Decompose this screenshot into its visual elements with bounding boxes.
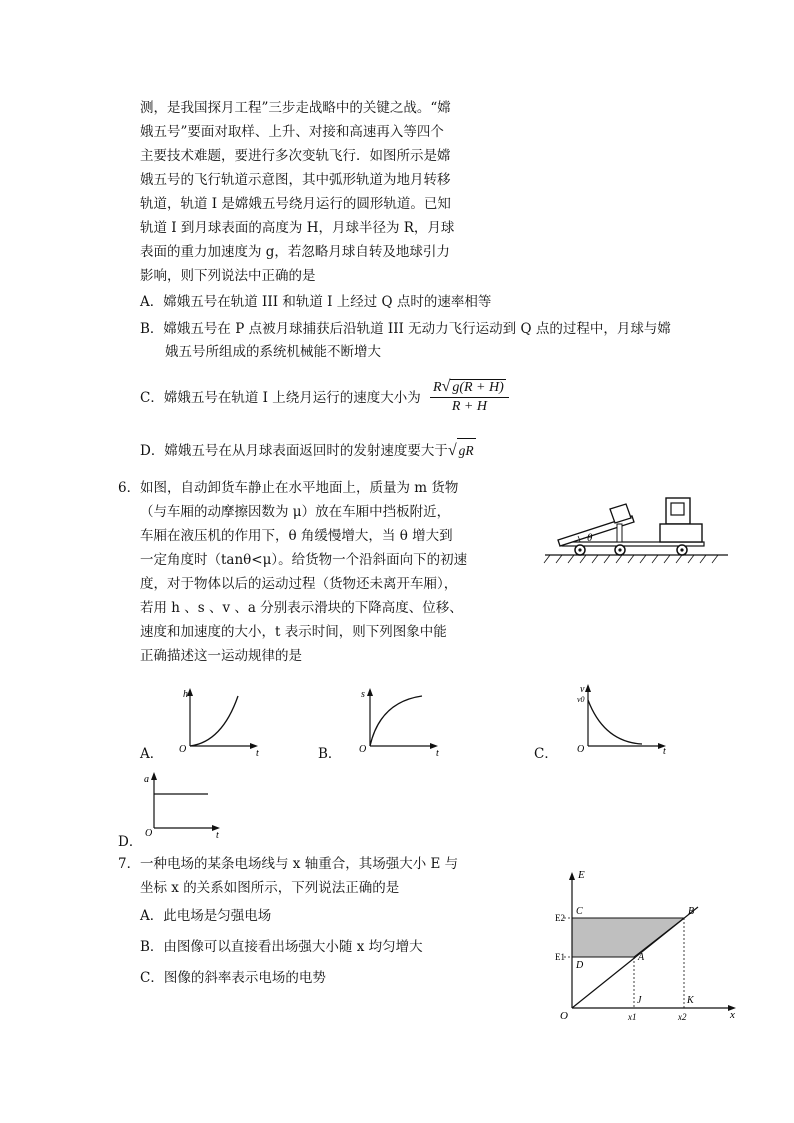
arrow-up-icon (151, 772, 157, 780)
q6-line: 车厢在液压机的作用下，θ 角缓慢增大，当 θ 增大到 (140, 528, 453, 544)
q6-option-a-label: A． (140, 746, 164, 762)
graph-a (172, 686, 272, 758)
graph-c (568, 680, 678, 758)
q7-line-1: 一种电场的某条电场线与 x 轴重合，其场强大小 E 与 (140, 856, 459, 872)
h-t-curve (190, 696, 238, 746)
dump-truck-figure (540, 488, 730, 568)
q7-line-2: 坐标 x 的关系如图所示，下列说法正确的是 (140, 880, 400, 896)
q6-line: 若用 h 、s 、v 、a 分别表示滑块的下降高度、位移、 (140, 600, 463, 616)
q5-option-d-text: D．嫦娥五号在从月球表面返回时的发射速度要大于 (140, 443, 448, 459)
origin-label: O (560, 1010, 568, 1022)
q7-option-b: B．由图像可以直接看出场强大小随 x 均匀增大 (140, 939, 423, 955)
arrow-up-icon (585, 684, 591, 692)
q5-line: 表面的重力加速度为 g，若忽略月球自转及地球引力 (140, 244, 450, 260)
sqrt-icon: √ (447, 442, 457, 459)
q6-option-b-label: B． (318, 746, 342, 762)
q6-line: 速度和加速度的大小，t 表示时间，则下列图象中能 (140, 624, 447, 640)
origin-label: O (359, 744, 367, 755)
cab-base (660, 524, 702, 542)
point-a-label: A (638, 952, 645, 963)
q5-option-c-text: C．嫦娥五号在轨道 I 上绕月运行的速度大小为 (140, 390, 421, 406)
origin-label: O (145, 828, 153, 838)
q5-option-b: B．嫦娥五号在 P 点被月球捕获后沿轨道 III 无动力飞行运动到 Q 点的过程中，月球与嫦 (140, 321, 671, 337)
sqrt-icon: √ (441, 378, 451, 395)
origin-label: O (577, 744, 585, 755)
q7-option-a: A．此电场是匀强电场 (140, 908, 272, 924)
q5-line: 主要技术难题，要进行多次变轨飞行．如图所示是嫦 (140, 148, 451, 164)
q6-number: 6． (118, 480, 141, 496)
q6-line: 度，对于物体以后的运动过程（货物还未离开车厢）， (140, 576, 458, 592)
fraction-denominator: R + H (451, 399, 487, 414)
origin-label: O (179, 744, 187, 755)
label-e2: E2 (555, 913, 565, 923)
v0-label: v0 (577, 695, 585, 704)
axis-label-t: t (256, 748, 259, 758)
q5-option-c (140, 386, 421, 410)
point-d-label: D (576, 960, 584, 971)
q6-line: （与车厢的动摩擦因数为 μ）放在车厢中挡板附近， (140, 504, 451, 520)
arrow-up-icon (569, 872, 575, 880)
cab-window (671, 503, 684, 515)
q5-line: 轨道，轨道 I 是嫦娥五号绕月运行的圆形轨道。已知 (140, 196, 451, 212)
axis-label-a: a (144, 774, 149, 785)
theta-label: θ (587, 532, 593, 544)
axis-label-x: x (730, 1009, 735, 1021)
axis-label-v: v (580, 684, 585, 695)
q5-line: 娥五号”要面对取样、上升、对接和高速再入等四个 (140, 124, 444, 140)
fraction-numerator (430, 378, 509, 398)
axis-label-t: t (216, 830, 219, 838)
radicand: g(R + H) (452, 380, 504, 395)
axis-label-h: h (183, 689, 188, 700)
q7-number: 7． (118, 856, 141, 872)
q7-option-c: C．图像的斜率表示电场的电势 (140, 970, 326, 986)
ground-hatch (544, 555, 718, 563)
axis-label-e: E (578, 869, 585, 881)
axis-label-t: t (436, 748, 439, 758)
r-symbol: R (433, 380, 442, 395)
shaded-area (572, 918, 684, 957)
q5-option-d (140, 438, 476, 463)
q5-option-c-fraction (430, 378, 509, 415)
q6-line: 正确描述这一运动规律的是 (140, 648, 302, 664)
graph-d (136, 766, 236, 838)
q6-line: 一定角度时（tanθ<μ）。给货物一个沿斜面向下的初速 (140, 552, 468, 568)
axis-label-s: s (361, 689, 365, 700)
q6-option-d-label: D． (118, 834, 143, 850)
point-c-label: C (576, 906, 583, 917)
q5-line: 轨道 I 到月球表面的高度为 H，月球半径为 R，月球 (140, 220, 455, 236)
label-e1: E1 (555, 952, 565, 962)
arrow-up-icon (367, 688, 373, 696)
tick-x2: x2 (678, 1012, 687, 1022)
graph-b (352, 686, 452, 758)
tick-x1: x1 (628, 1012, 637, 1022)
q5-line: 娥五号的飞行轨道示意图，其中弧形轨道为地月转移 (140, 172, 451, 188)
s-t-curve (370, 696, 422, 746)
e-x-graph (550, 862, 746, 1022)
q5-option-b-cont: 娥五号所组成的系统机械能不断增大 (165, 344, 381, 360)
axis-label-t: t (663, 746, 666, 757)
point-j-label: J (637, 995, 642, 1006)
point-b-label: B (688, 906, 695, 917)
v-t-curve (588, 700, 642, 744)
q5-line: 测，是我国探月工程”三步走战略中的关键之战。“嫦 (140, 100, 451, 116)
point-k-label: K (687, 995, 694, 1006)
q5-option-a: A．嫦娥五号在轨道 III 和轨道 I 上经过 Q 点时的速率相等 (140, 294, 492, 310)
q6-option-c-label: C． (534, 746, 558, 762)
q6-line: 如图，自动卸货车静止在水平地面上，质量为 m 货物 (140, 480, 459, 496)
radicand: gR (457, 438, 476, 463)
hydraulic-cylinder (617, 524, 622, 542)
q5-line: 影响，则下列说法中正确的是 (140, 268, 316, 284)
